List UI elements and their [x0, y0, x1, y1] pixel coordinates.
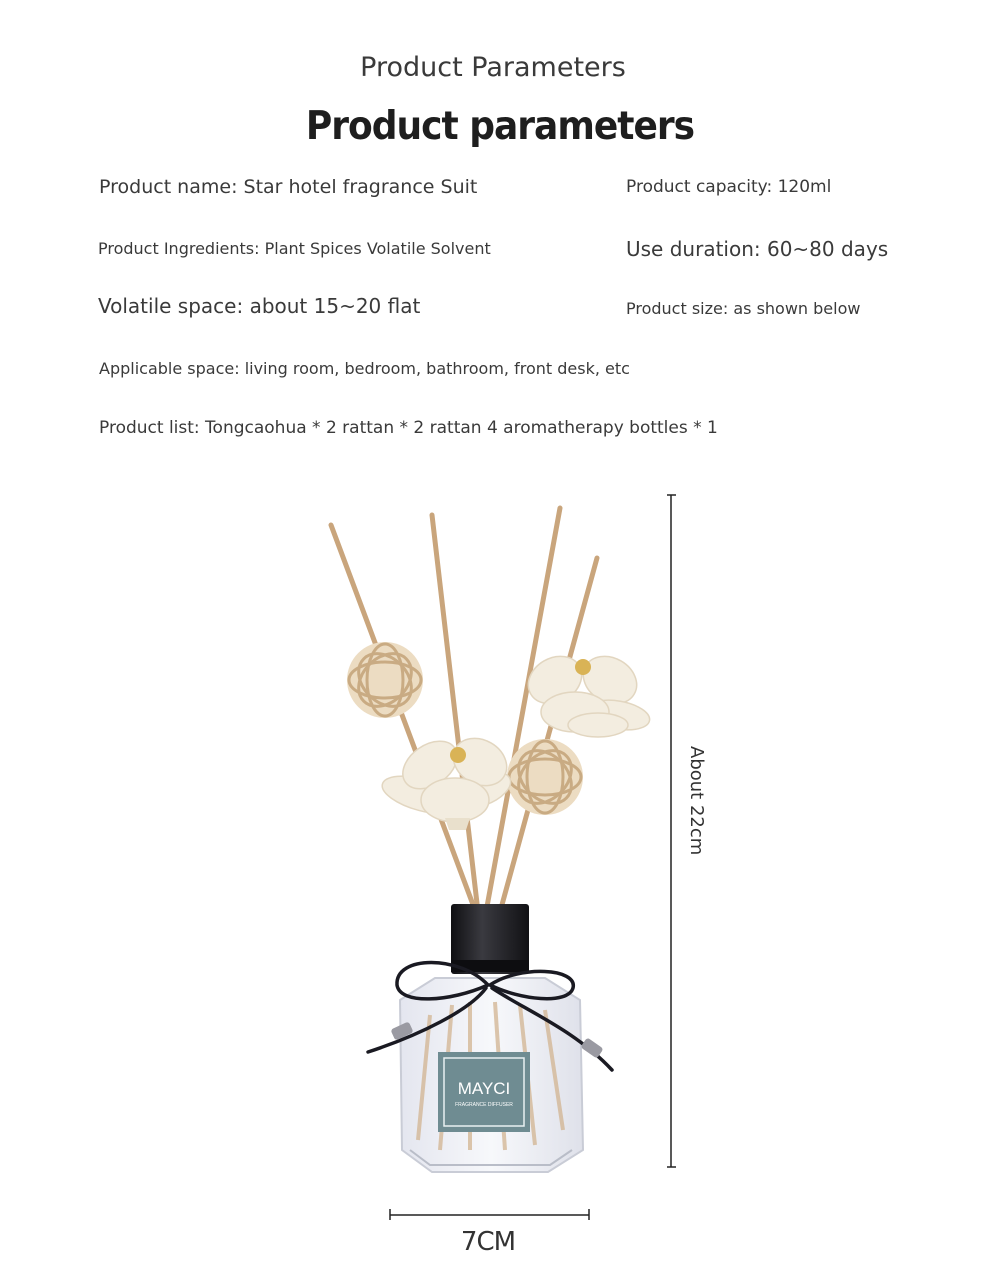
param-product-size: Product size: as shown below: [626, 299, 861, 318]
param-product-name: Product name: Star hotel fragrance Suit: [99, 176, 478, 198]
param-product-capacity: Product capacity: 120ml: [626, 177, 832, 197]
rattan-ball: [347, 642, 423, 718]
param-applicable-space: Applicable space: living room, bedroom, bathroom, front desk, etc: [99, 359, 630, 378]
page-subtitle: Product Parameters: [360, 52, 626, 83]
width-dimension-line: [390, 1209, 589, 1220]
rattan-ball: [507, 739, 583, 815]
height-label: About 22cm: [686, 746, 707, 856]
label-brand-text: MAYCI: [457, 1079, 511, 1098]
page-title: Product parameters: [305, 103, 695, 150]
bottle-label: [438, 1052, 530, 1132]
width-label: 7CM: [460, 1227, 516, 1257]
sola-flower: [520, 647, 652, 737]
label-sub-text: FRAGRANCE DIFFUSER: [455, 1102, 513, 1108]
param-product-ingredients: Product Ingredients: Plant Spices Volatile Solvent: [98, 239, 491, 258]
param-use-duration: Use duration: 60~80 days: [626, 237, 889, 261]
param-product-list: Product list: Tongcaohua * 2 rattan * 2 rattan 4 aromatherapy bottles * 1: [99, 418, 718, 438]
sola-flower: [378, 729, 515, 830]
param-volatile-space: Volatile space: about 15~20 flat: [98, 294, 421, 318]
height-dimension-line: [667, 495, 676, 1167]
bottle-cap: [451, 904, 529, 974]
